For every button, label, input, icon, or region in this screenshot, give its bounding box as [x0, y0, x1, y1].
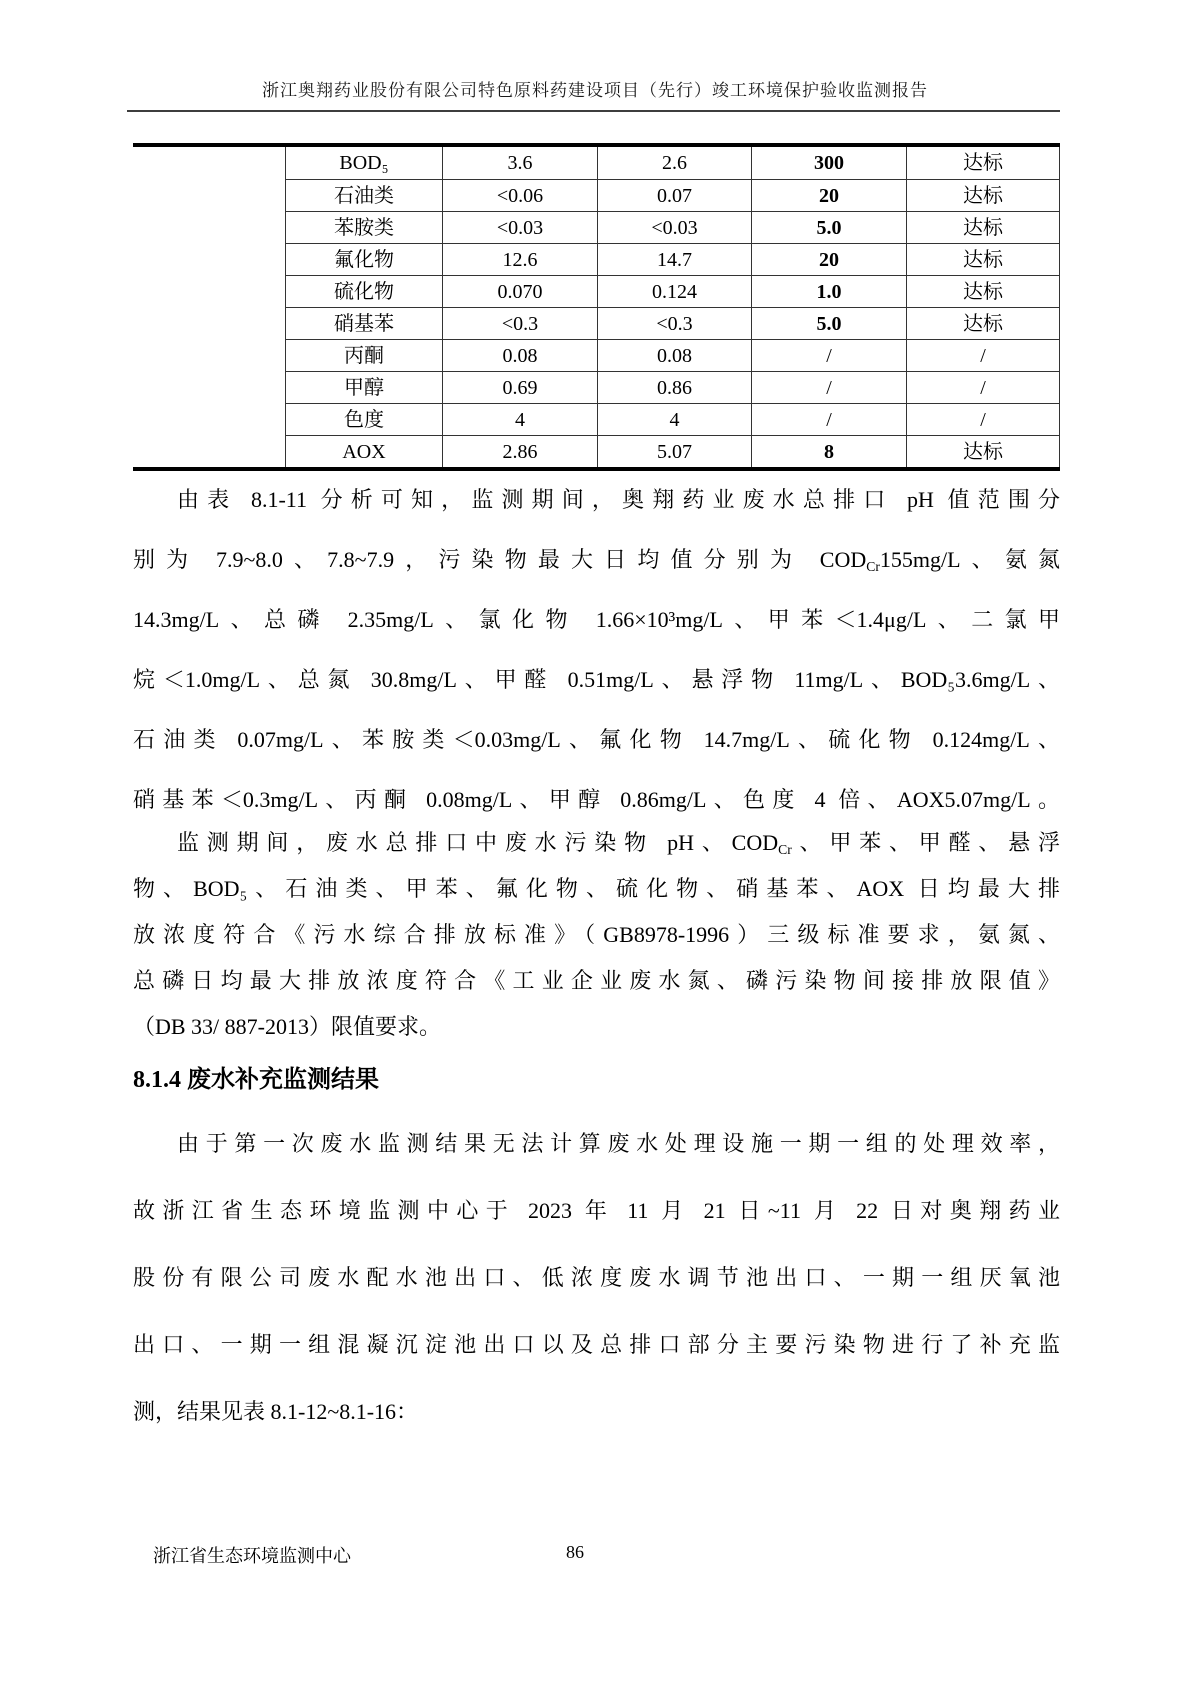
paragraph-line: 硝基苯＜0.3mg/L、丙酮 0.08mg/L、甲醇 0.86mg/L、色度 4 倍、AOX5.07mg/L。 [133, 787, 1060, 812]
cell-standard-limit: 20 [751, 180, 906, 211]
cell-value-1: 4 [442, 404, 597, 435]
cell-standard-limit: 300 [751, 147, 906, 179]
paragraph-3 [133, 1110, 1060, 1445]
cell-value-1: <0.06 [442, 180, 597, 211]
cell-pollutant-name: 色度 [344, 408, 384, 431]
cell-value-1: 2.86 [442, 436, 597, 467]
cell-value-2: 4 [597, 404, 751, 435]
table-left-empty-cell [133, 243, 285, 275]
table-left-empty-cell [133, 211, 285, 243]
cell-pollutant-name: BOD₅ [339, 152, 389, 174]
cell-value-2: 0.07 [597, 180, 751, 211]
cell-standard-limit: / [751, 372, 906, 403]
table-left-empty-cell [133, 403, 285, 435]
table-row [133, 435, 1060, 467]
cell-standard-limit: / [751, 404, 906, 435]
cell-pollutant-name: 石油类 [334, 184, 394, 207]
cell-value-1: <0.03 [442, 212, 597, 243]
table-left-empty-cell [133, 147, 285, 179]
paragraph-line: 石油类 0.07mg/L、苯胺类＜0.03mg/L、氟化物 14.7mg/L、硫化物 0.124mg/L、 [133, 727, 1060, 752]
paragraph-line: 股份有限公司废水配水池出口、低浓度废水调节池出口、一期一组厌氧池 [133, 1265, 1060, 1290]
cell-pollutant-name: 苯胺类 [334, 216, 394, 239]
table-row [133, 371, 1060, 403]
cell-value-2: 0.124 [597, 276, 751, 307]
header-rule [127, 110, 1060, 112]
cell-compliance: 达标 [906, 180, 1059, 211]
table-row [133, 275, 1060, 307]
paragraph-line: 烷＜1.0mg/L、总氮 30.8mg/L、甲醛 0.51mg/L、悬浮物 11mg/L、BOD₅3.6mg/L、 [133, 667, 1060, 692]
table-row [133, 211, 1060, 243]
cell-value-2: <0.03 [597, 212, 751, 243]
table-left-empty-cell [133, 307, 285, 339]
cell-compliance: 达标 [906, 147, 1059, 179]
cell-standard-limit: 20 [751, 244, 906, 275]
table-row [133, 339, 1060, 371]
footer-page-number: 86 [566, 1542, 584, 1562]
cell-value-2: 14.7 [597, 244, 751, 275]
cell-standard-limit: 5.0 [751, 308, 906, 339]
page-header-title: 浙江奥翔药业股份有限公司特色原料药建设项目（先行）竣工环境保护验收监测报告 [262, 81, 928, 100]
cell-compliance: 达标 [906, 276, 1059, 307]
cell-pollutant-name: 丙酮 [344, 344, 384, 367]
cell-value-2: 2.6 [597, 147, 751, 179]
paragraph-line: 测，结果见表 8.1-12~8.1-16： [133, 1399, 419, 1424]
paragraph-line: 总磷日均最大排放浓度符合《工业企业废水氮、磷污染物间接排放限值》 [133, 968, 1060, 993]
cell-standard-limit: 1.0 [751, 276, 906, 307]
table-row [133, 147, 1060, 179]
table-row [133, 307, 1060, 339]
table-left-empty-cell [133, 435, 285, 467]
cell-value-1: 0.08 [442, 340, 597, 371]
table-left-empty-cell [133, 339, 285, 371]
cell-value-2: 5.07 [597, 436, 751, 467]
page-footer [133, 1542, 1060, 1568]
paragraph-line: 出口、一期一组混凝沉淀池出口以及总排口部分主要污染物进行了补充监 [133, 1332, 1060, 1357]
cell-pollutant-name: AOX [342, 440, 386, 463]
paragraph-line: 由表 8.1-11 分析可知，监测期间，奥翔药业废水总排口 pH 值范围分 [177, 487, 1060, 512]
paragraph-2 [133, 820, 1060, 1050]
cell-pollutant-name: 硝基苯 [334, 312, 394, 335]
paragraph-line: 14.3mg/L、总磷 2.35mg/L、氯化物 1.66×10³mg/L、甲苯＜1.4μg/L、二氯甲 [133, 607, 1060, 632]
cell-compliance: / [906, 404, 1059, 435]
cell-pollutant-name: 硫化物 [334, 280, 394, 303]
cell-value-1: 0.69 [442, 372, 597, 403]
table-row [133, 403, 1060, 435]
cell-value-2: <0.3 [597, 308, 751, 339]
cell-compliance: 达标 [906, 212, 1059, 243]
paragraph-line: （DB 33/ 887-2013）限值要求。 [133, 1014, 442, 1039]
monitoring-results-table [133, 143, 1060, 471]
cell-compliance: 达标 [906, 436, 1059, 467]
cell-pollutant-name: 甲醇 [344, 376, 384, 399]
cell-compliance: 达标 [906, 244, 1059, 275]
section-heading: 8.1.4 废水补充监测结果 [133, 1067, 379, 1093]
table-row [133, 243, 1060, 275]
paragraph-line: 由于第一次废水监测结果无法计算废水处理设施一期一组的处理效率， [177, 1131, 1060, 1156]
cell-value-1: 12.6 [442, 244, 597, 275]
paragraph-line: 故浙江省生态环境监测中心于 2023 年 11 月 21 日~11 月 22 日对奥翔药业 [133, 1198, 1060, 1223]
cell-compliance: / [906, 372, 1059, 403]
cell-standard-limit: 8 [751, 436, 906, 467]
paragraph-line: 别为 7.9~8.0、7.8~7.9，污染物最大日均值分别为 $COD_{Cr}155mg/L$、氨氮 [133, 547, 1060, 574]
paragraph-1 [133, 470, 1060, 830]
cell-standard-limit: / [751, 340, 906, 371]
table-body [133, 147, 1060, 467]
cell-value-2: 0.86 [597, 372, 751, 403]
footer-org: 浙江省生态环境监测中心 [153, 1546, 351, 1566]
table-left-empty-cell [133, 371, 285, 403]
table-left-empty-cell [133, 179, 285, 211]
paragraph-line: 监测期间，废水总排口中废水污染物 pH、$COD_{Cr}$、甲苯、甲醛、悬浮 [177, 830, 1060, 857]
cell-value-1: 0.070 [442, 276, 597, 307]
cell-value-2: 0.08 [597, 340, 751, 371]
cell-value-1: 3.6 [442, 147, 597, 179]
cell-compliance: 达标 [906, 308, 1059, 339]
table-left-empty-cell [133, 275, 285, 307]
paragraph-line: 放浓度符合《污水综合排放标准》（GB8978-1996）三级标准要求，氨氮、 [133, 922, 1060, 947]
cell-standard-limit: 5.0 [751, 212, 906, 243]
cell-value-1: <0.3 [442, 308, 597, 339]
cell-pollutant-name: 氟化物 [334, 248, 394, 271]
table-row [133, 179, 1060, 211]
cell-compliance: / [906, 340, 1059, 371]
paragraph-line: 物、BOD₅、石油类、甲苯、氟化物、硫化物、硝基苯、AOX 日均最大排 [133, 876, 1060, 901]
